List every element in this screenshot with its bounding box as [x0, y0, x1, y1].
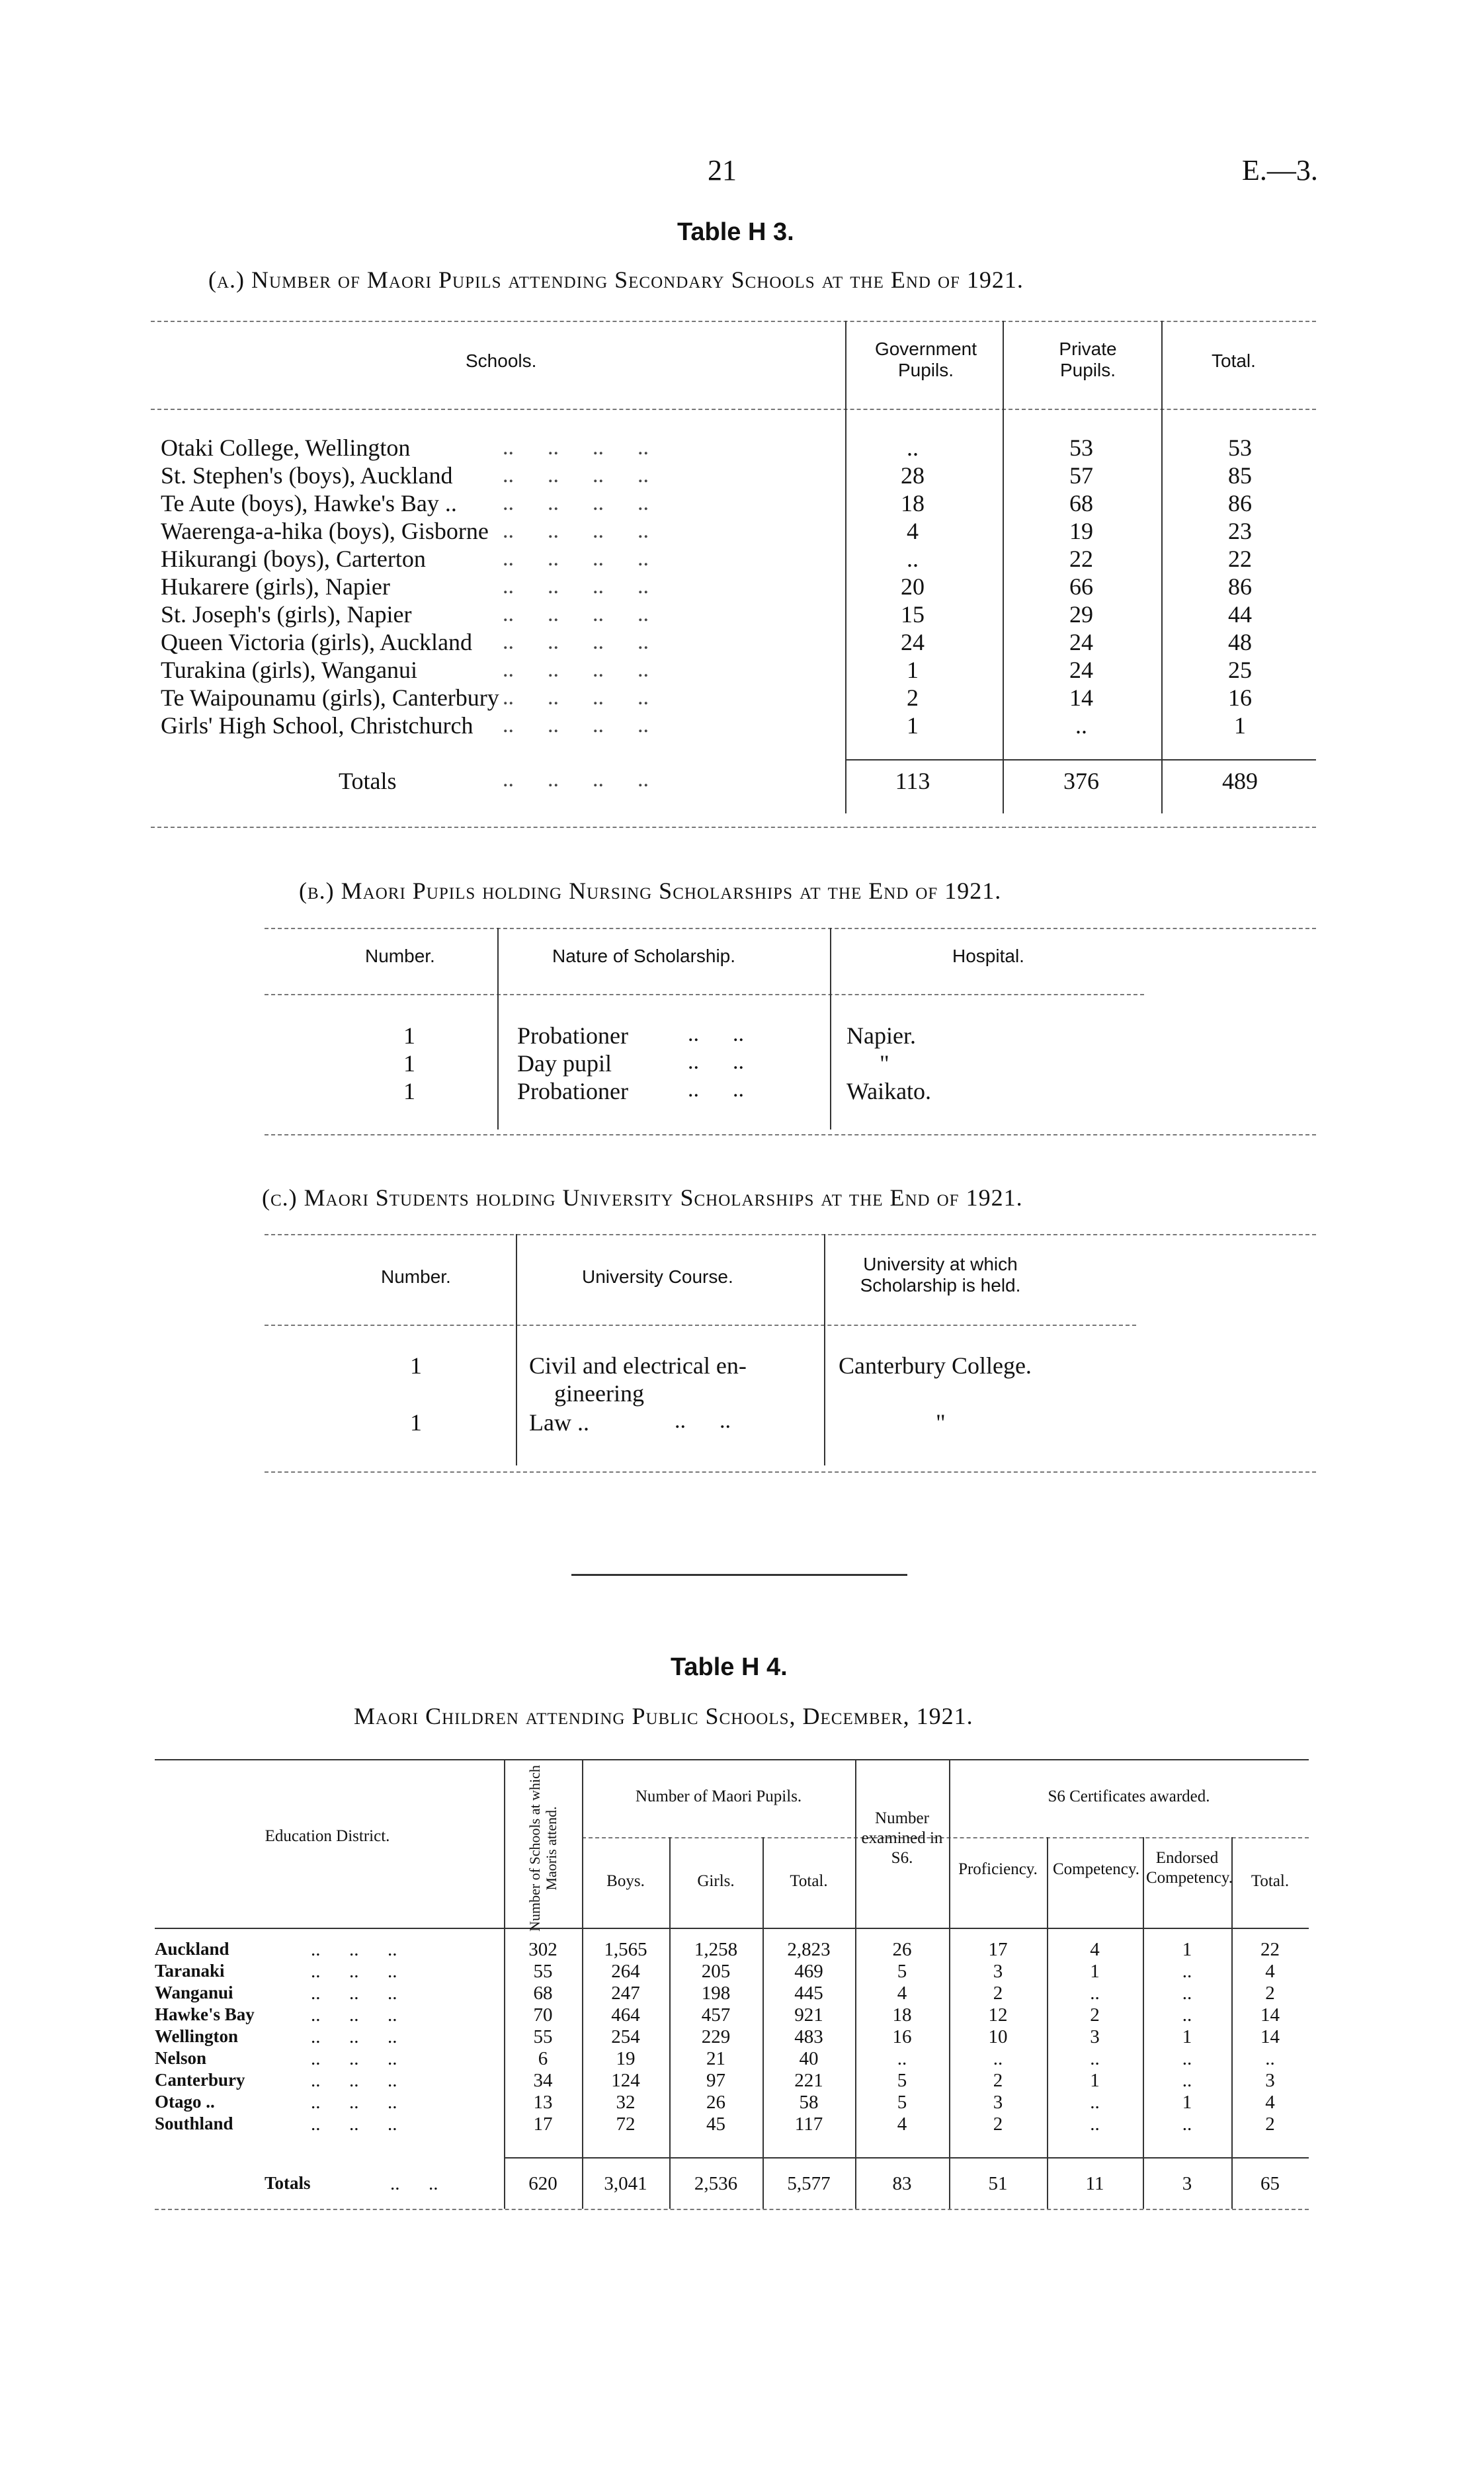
h4-totals-schools: 620 — [528, 2173, 557, 2194]
h4-header-total: Total. — [790, 1872, 828, 1890]
table-h3c-caption: (c.) Maori Students holding University Scholarships at the End of 1921. — [262, 1184, 1023, 1211]
h4-girls: 198 — [701, 1983, 731, 2004]
h4-examined: 5 — [897, 2070, 907, 2091]
h3b-nature: Probationer — [517, 1078, 628, 1104]
h4-boys: 464 — [611, 2004, 640, 2026]
leader-dots: .. .. .. — [311, 2048, 397, 2069]
h4-endorsed: .. — [1182, 2070, 1192, 2091]
h3c-number: 1 — [410, 1352, 422, 1379]
h3a-gov: 28 — [901, 462, 925, 489]
h3a-total: 23 — [1228, 518, 1252, 544]
h3c-course: Law .. — [529, 1409, 589, 1436]
h4-girls: 45 — [706, 2114, 725, 2135]
h4-total: 58 — [799, 2092, 819, 2113]
h3b-number: 1 — [403, 1078, 415, 1104]
h4-proficiency: 2 — [993, 1983, 1003, 2004]
table-h3b-caption: (b.) Maori Pupils holding Nursing Scholarships at the End of 1921. — [299, 878, 1002, 904]
h3a-school: Otaki College, Wellington — [161, 434, 411, 461]
h3a-gov: 24 — [901, 629, 925, 655]
h3a-school: Girls' High School, Christchurch — [161, 712, 474, 739]
h4-competency: 4 — [1090, 1939, 1100, 1960]
h3a-totals-priv: 376 — [1063, 768, 1099, 794]
h3a-total: 22 — [1228, 546, 1252, 572]
h4-endorsed: .. — [1182, 1983, 1192, 2004]
h4-cert-total: 4 — [1265, 1961, 1275, 1982]
h3a-priv: 53 — [1069, 434, 1093, 461]
h3a-totals-total: 489 — [1222, 768, 1258, 794]
h4-cert-total: 22 — [1260, 1939, 1280, 1960]
h4-endorsed: 1 — [1182, 2026, 1192, 2047]
h3a-school: St. Joseph's (girls), Napier — [161, 601, 412, 628]
h4-total: 921 — [794, 2004, 823, 2026]
h3b-header-hospital: Hospital. — [952, 946, 1024, 966]
h4-girls: 97 — [706, 2070, 725, 2091]
h4-examined: 26 — [892, 1939, 912, 1960]
h4-competency: 2 — [1090, 2004, 1100, 2026]
h4-boys: 72 — [616, 2114, 636, 2135]
table-h4-title: Table H 4. — [671, 1653, 788, 1681]
h3a-priv: 24 — [1069, 629, 1093, 655]
h3a-gov: .. — [907, 546, 919, 572]
leader-dots: .. .. — [688, 1022, 744, 1046]
h3a-priv: 68 — [1069, 490, 1093, 516]
h3a-header-government: Government Pupils. — [874, 339, 977, 380]
h3a-total: 1 — [1234, 712, 1246, 739]
h4-endorsed: .. — [1182, 2004, 1192, 2026]
h3a-gov: 20 — [901, 573, 925, 600]
h3a-totals-label: Totals — [339, 768, 397, 794]
h4-header-pupils-group: Number of Maori Pupils. — [635, 1788, 802, 1805]
page-number: 21 — [708, 154, 737, 186]
h4-header-schools: Number of Schools at which Maoris attend. — [526, 1765, 559, 1932]
h4-cert-total: 14 — [1260, 2026, 1280, 2047]
h3a-priv: 14 — [1069, 684, 1093, 711]
h3a-header-total: Total. — [1212, 350, 1256, 371]
h3a-priv: .. — [1075, 712, 1087, 739]
h3a-total: 44 — [1228, 601, 1252, 628]
h3a-total: 86 — [1228, 490, 1252, 516]
h4-schools: 55 — [533, 1961, 553, 1982]
leader-dots: .. .. — [688, 1077, 744, 1102]
h4-schools: 17 — [533, 2114, 553, 2135]
h4-competency: .. — [1090, 1983, 1100, 2004]
h3a-gov: 15 — [901, 601, 925, 628]
h3a-school: Te Waipounamu (girls), Canterbury — [161, 684, 499, 711]
h3b-header-nature: Nature of Scholarship. — [552, 946, 736, 966]
h3c-university: Canterbury College. — [839, 1352, 1032, 1379]
h4-competency: .. — [1090, 2048, 1100, 2069]
h4-cert-total: .. — [1265, 2048, 1275, 2069]
h4-proficiency: 10 — [988, 2026, 1008, 2047]
h4-district: Taranaki — [155, 1961, 225, 1981]
h4-proficiency: .. — [993, 2048, 1003, 2069]
h3a-priv: 22 — [1069, 546, 1093, 572]
h4-header-district: Education District. — [265, 1827, 390, 1845]
h3a-priv: 24 — [1069, 657, 1093, 683]
h4-header-competency: Competency. — [1053, 1860, 1139, 1878]
h4-totals-boys: 3,041 — [604, 2173, 647, 2194]
h3b-hospital: Waikato. — [846, 1078, 932, 1104]
h4-girls: 205 — [701, 1961, 731, 1982]
h3b-nature: Probationer — [517, 1022, 628, 1049]
h4-totals-girls: 2,536 — [694, 2173, 738, 2194]
h3a-total: 48 — [1228, 629, 1252, 655]
h4-schools: 55 — [533, 2026, 553, 2047]
h4-girls: 1,258 — [694, 1939, 738, 1960]
h4-totals-label: Totals — [265, 2173, 311, 2193]
h4-cert-total: 2 — [1265, 1983, 1275, 2004]
h4-examined: .. — [897, 2048, 907, 2069]
leader-dots: .. .. .. — [311, 1939, 397, 1960]
h3a-gov: .. — [907, 434, 919, 461]
h4-schools: 6 — [538, 2048, 548, 2069]
h3a-total: 16 — [1228, 684, 1252, 711]
h3a-priv: 29 — [1069, 601, 1093, 628]
h3a-gov: 18 — [901, 490, 925, 516]
h4-girls: 26 — [706, 2092, 725, 2113]
h3a-school: Turakina (girls), Wanganui — [161, 657, 418, 683]
h3b-nature: Day pupil — [517, 1050, 612, 1077]
h4-proficiency: 12 — [988, 2004, 1008, 2026]
h3a-priv: 57 — [1069, 462, 1093, 489]
h4-boys: 254 — [611, 2026, 640, 2047]
h4-proficiency: 3 — [993, 2092, 1003, 2113]
h4-examined: 5 — [897, 2092, 907, 2113]
h4-total: 2,823 — [787, 1939, 831, 1960]
h3c-number: 1 — [410, 1409, 422, 1436]
h4-examined: 16 — [892, 2026, 912, 2047]
h4-total: 483 — [794, 2026, 823, 2047]
h4-proficiency: 2 — [993, 2070, 1003, 2091]
h4-district: Otago .. — [155, 2092, 215, 2112]
h4-totals-examined: 83 — [892, 2173, 912, 2194]
h3a-school: Te Aute (boys), Hawke's Bay .. — [161, 490, 457, 516]
h4-totals-endorsed: 3 — [1182, 2173, 1192, 2194]
h4-cert-total: 14 — [1260, 2004, 1280, 2026]
document-reference: E.—3. — [1242, 154, 1318, 186]
h4-boys: 32 — [616, 2092, 636, 2113]
section-divider — [571, 1574, 907, 1576]
h3a-totals-gov: 113 — [895, 768, 930, 794]
h4-district: Auckland — [155, 1939, 229, 1959]
h3a-total: 53 — [1228, 434, 1252, 461]
h4-totals-proficiency: 51 — [988, 2173, 1008, 2194]
h3a-header-private: Private Pupils. — [1059, 339, 1117, 380]
h4-header-endorsed: Endorsed Competency. — [1146, 1849, 1233, 1887]
h3a-school: Hukarere (girls), Napier — [161, 573, 390, 600]
h4-competency: .. — [1090, 2092, 1100, 2113]
h3c-header-course: University Course. — [582, 1266, 733, 1287]
h4-total: 469 — [794, 1961, 823, 1982]
h4-competency: .. — [1090, 2114, 1100, 2135]
h3a-school: St. Stephen's (boys), Auckland — [161, 462, 453, 489]
h3a-gov: 2 — [907, 684, 919, 711]
leader-dots: .. .. .. — [311, 2026, 397, 2047]
h4-endorsed: 1 — [1182, 1939, 1192, 1960]
h4-total: 117 — [794, 2114, 823, 2135]
h4-schools: 13 — [533, 2092, 553, 2113]
h3c-university: " — [936, 1409, 946, 1436]
h4-header-girls: Girls. — [697, 1872, 735, 1890]
h4-header-cert-total: Total. — [1251, 1872, 1290, 1890]
h4-cert-total: 3 — [1265, 2070, 1275, 2091]
h4-competency: 1 — [1090, 2070, 1100, 2091]
leader-dots: .. .. — [688, 1049, 744, 1074]
table-h3a-caption: (a.) Number of Maori Pupils attending Secondary Schools at the End of 1921. — [208, 267, 1024, 293]
h4-header-certs-group: S6 Certificates awarded. — [1048, 1788, 1210, 1805]
h4-district: Hawke's Bay — [155, 2004, 255, 2024]
leader-dots: .. .. .. — [311, 2004, 397, 2026]
h3c-header-number: Number. — [381, 1266, 451, 1287]
h3a-total: 86 — [1228, 573, 1252, 600]
h3a-header-schools: Schools. — [466, 350, 537, 371]
h3b-hospital: Napier. — [846, 1022, 916, 1049]
h4-district: Wellington — [155, 2026, 239, 2046]
h3a-gov: 1 — [907, 657, 919, 683]
h4-examined: 4 — [897, 2114, 907, 2135]
h4-total: 445 — [794, 1983, 823, 2004]
h4-endorsed: .. — [1182, 2114, 1192, 2135]
h4-total: 221 — [794, 2070, 823, 2091]
h4-girls: 21 — [706, 2048, 725, 2069]
h3b-hospital: " — [880, 1050, 889, 1077]
table-h3-title: Table H 3. — [677, 218, 794, 246]
h3c-course: Civil and electrical en- — [529, 1352, 747, 1379]
h3a-total: 85 — [1228, 462, 1252, 489]
h3a-school: Hikurangi (boys), Carterton — [161, 546, 426, 572]
h3c-course-cont: gineering — [554, 1380, 644, 1407]
h4-district: Canterbury — [155, 2070, 245, 2090]
h4-schools: 68 — [533, 1983, 553, 2004]
leader-dots: .. .. .. — [311, 2070, 397, 2091]
h4-header-proficiency: Proficiency. — [958, 1860, 1038, 1878]
table-h4-caption: Maori Children attending Public Schools, December, 1921. — [354, 1703, 973, 1729]
h4-boys: 247 — [611, 1983, 640, 2004]
h4-proficiency: 3 — [993, 1961, 1003, 1982]
h4-competency: 1 — [1090, 1961, 1100, 1982]
h3a-school: Waerenga-a-hika (boys), Gisborne — [161, 518, 489, 544]
h4-total: 40 — [799, 2048, 819, 2069]
h4-district: Southland — [155, 2114, 233, 2133]
h3b-number: 1 — [403, 1050, 415, 1077]
h4-endorsed: .. — [1182, 1961, 1192, 1982]
h3a-total: 25 — [1228, 657, 1252, 683]
h3c-header-university: University at which Scholarship is held. — [860, 1254, 1021, 1296]
h4-girls: 457 — [701, 2004, 731, 2026]
leader-dots: .. .. — [675, 1409, 731, 1433]
h3a-school: Queen Victoria (girls), Auckland — [161, 629, 473, 655]
h4-schools: 302 — [528, 1939, 557, 1960]
h3a-gov: 1 — [907, 712, 919, 739]
h4-proficiency: 17 — [988, 1939, 1008, 1960]
leader-dots: .. .. .. — [311, 2114, 397, 2135]
h4-examined: 18 — [892, 2004, 912, 2026]
h4-boys: 1,565 — [604, 1939, 647, 1960]
h4-district: Wanganui — [155, 1983, 233, 2002]
h4-endorsed: .. — [1182, 2048, 1192, 2069]
h4-totals-competency: 11 — [1085, 2173, 1104, 2194]
leader-dots: .. .. .. — [311, 1961, 397, 1982]
leader-dots: .. .. .. .. — [503, 767, 649, 792]
h4-totals-total: 5,577 — [787, 2173, 831, 2194]
h4-examined: 5 — [897, 1961, 907, 1982]
h4-proficiency: 2 — [993, 2114, 1003, 2135]
h4-girls: 229 — [701, 2026, 731, 2047]
h4-header-boys: Boys. — [606, 1872, 645, 1890]
h4-boys: 19 — [616, 2048, 636, 2069]
leader-dots: .. .. .. — [311, 1983, 397, 2004]
h3a-gov: 4 — [907, 518, 919, 544]
h4-examined: 4 — [897, 1983, 907, 2004]
h4-endorsed: 1 — [1182, 2092, 1192, 2113]
h4-boys: 264 — [611, 1961, 640, 1982]
leader-dots: .. .. — [390, 2173, 438, 2194]
h3b-header-number: Number. — [365, 946, 435, 966]
h3a-priv: 66 — [1069, 573, 1093, 600]
h3a-priv: 19 — [1069, 518, 1093, 544]
leader-dots: .. .. .. .. .. .. .. .. .. .. .. .. .. .. .. .. .. .. .. .. .. .. .. .. .. .. .. .. .. .. .. .. .. .. .. .. .. .. .. .. .. .. .. .. — [503, 435, 649, 737]
leader-dots: .. .. .. — [311, 2092, 397, 2113]
h4-schools: 70 — [533, 2004, 553, 2026]
h4-boys: 124 — [611, 2070, 640, 2091]
h4-district: Nelson — [155, 2048, 207, 2068]
h4-schools: 34 — [533, 2070, 553, 2091]
h4-cert-total: 4 — [1265, 2092, 1275, 2113]
h4-header-examined: Number examined in S6. — [861, 1809, 943, 1867]
h4-cert-total: 2 — [1265, 2114, 1275, 2135]
h4-totals-cert-total: 65 — [1260, 2173, 1280, 2194]
h4-competency: 3 — [1090, 2026, 1100, 2047]
h3b-number: 1 — [403, 1022, 415, 1049]
